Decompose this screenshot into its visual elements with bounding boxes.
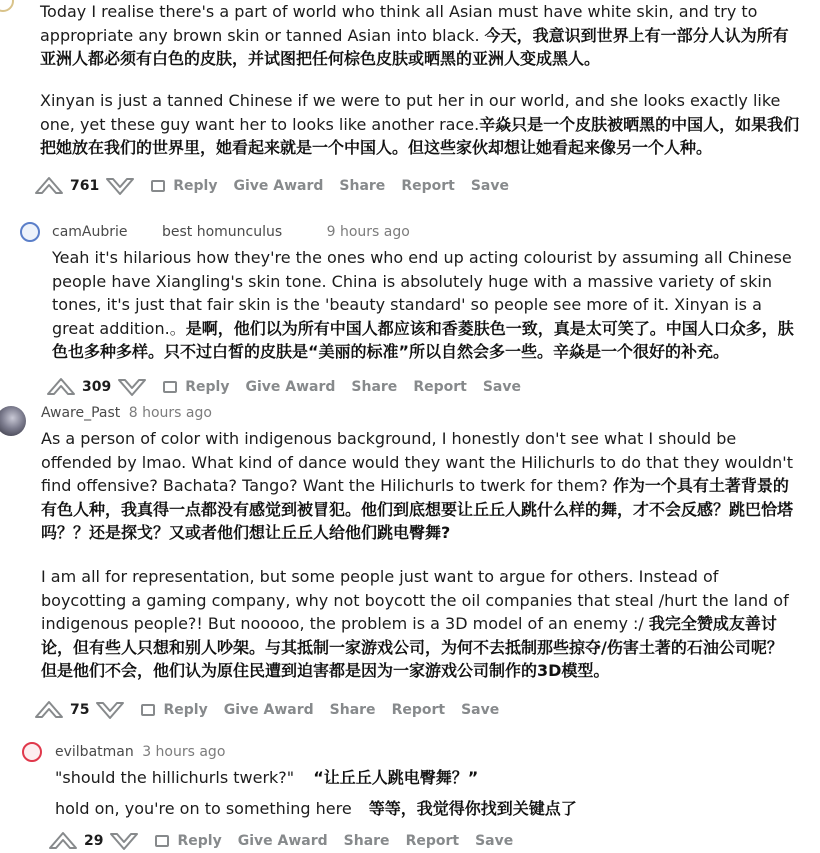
give-award-button[interactable]: Give Award: [245, 379, 336, 395]
save-button[interactable]: Save: [470, 178, 509, 194]
comment-text-en: Today I realise there's a part of world who think all Asian must have white skin, and try to appropriate any brown skin or tanned Asian into black.: [40, 2, 758, 45]
give-award-button[interactable]: Give Award: [233, 178, 324, 194]
avatar[interactable]: [0, 0, 14, 12]
report-button[interactable]: Report: [401, 178, 455, 194]
comment-text-zh: 辛焱只是一个皮肤被晒黑的中国人，如果我们把她放在我们的世界里，她看起来就是一个中国人。但这些家伙却想让她看起来像另一个人种。: [40, 114, 800, 157]
comment-meta: [55, 744, 225, 760]
username-link[interactable]: Aware_Past: [41, 405, 121, 421]
chat-icon: [155, 835, 169, 847]
upvote-icon[interactable]: [46, 377, 76, 397]
save-button[interactable]: Save: [482, 379, 521, 395]
comment-body: [55, 797, 795, 821]
comment-text-en: Yeah it's hilarious how they're the ones who end up acting colourist by assuming all Chinese people have Xiangling's skin tone. China is absolutely huge with a massive variety of skin tones, it's just that fair skin is the 'beauty standard' so people see more of it. Xinyan is a great addition.。: [52, 248, 792, 338]
comment-actions: [34, 698, 499, 722]
save-button[interactable]: Save: [461, 702, 500, 718]
share-button[interactable]: Share: [339, 178, 386, 194]
timestamp[interactable]: 8 hours ago: [128, 405, 212, 421]
avatar[interactable]: [20, 222, 40, 242]
downvote-icon[interactable]: [109, 831, 139, 851]
user-flair: best homunculus: [161, 224, 283, 240]
comment-meta: [52, 224, 410, 240]
upvote-icon[interactable]: [34, 176, 64, 196]
comment-text-zh: 等等，我觉得你找到关键点了: [368, 799, 577, 818]
comment-text-en: I am all for representation, but some people just want to argue for others. Instead of boycotting a gaming company, why not boycott the oil companies that steal /hurt the land of indigenous people?! But nooooo, the problem is a 3D model of an enemy :/: [41, 567, 789, 633]
comment-body: [52, 246, 797, 364]
upvote-icon[interactable]: [34, 700, 64, 720]
comment-actions: [48, 829, 513, 853]
reply-button[interactable]: Reply: [155, 833, 221, 849]
share-button[interactable]: Share: [343, 833, 390, 849]
timestamp[interactable]: 3 hours ago: [142, 744, 226, 760]
chat-icon: [141, 704, 155, 716]
comment-text-en: "should the hillichurls twerk?": [55, 768, 295, 787]
comment-body: [40, 0, 800, 71]
reply-button[interactable]: Reply: [141, 702, 207, 718]
comment-text-en: Xinyan is just a tanned Chinese if we were to put her in our world, and she looks exactly like one, yet these guy want her to looks like another race.: [40, 91, 781, 134]
username-link[interactable]: camAubrie: [52, 224, 128, 240]
chat-icon: [163, 381, 177, 393]
avatar[interactable]: [22, 742, 42, 762]
downvote-icon[interactable]: [117, 377, 147, 397]
username-link[interactable]: evilbatman: [55, 744, 134, 760]
report-button[interactable]: Report: [405, 833, 460, 849]
comment-actions: [46, 375, 521, 399]
report-button[interactable]: Report: [413, 379, 467, 395]
reply-button[interactable]: Reply: [163, 379, 229, 395]
comment-text-en: hold on, you're on to something here: [55, 799, 352, 818]
give-award-button[interactable]: Give Award: [223, 702, 314, 718]
comment-body: [41, 565, 796, 683]
comment-text-zh: 是啊，他们以为所有中国人都应该和香菱肤色一致，真是太可笑了。中国人口众多，肤色也多种多样。只不过白皙的皮肤是“美丽的标准”所以自然会多一些。辛焱是一个很好的补充。: [52, 318, 794, 361]
downvote-icon[interactable]: [95, 700, 125, 720]
reply-button[interactable]: Reply: [151, 178, 217, 194]
comment-body: [55, 766, 795, 790]
comment-body: [41, 427, 796, 545]
share-button[interactable]: Share: [351, 379, 398, 395]
avatar[interactable]: [0, 406, 26, 436]
chat-icon: [151, 180, 165, 192]
comment-text-zh: 我完全赞成友善讨论，但有些人只想和别人吵架。与其抵制一家游戏公司，为何不去抵制那些掠夺/伤害土著的石油公司呢？但是他们不会，他们认为原住民遭到迫害都是因为一家游戏公司制作的3D模型。: [41, 614, 783, 680]
report-button[interactable]: Report: [391, 702, 446, 718]
vote-count: 29: [84, 833, 104, 849]
comment-body: [40, 89, 800, 160]
share-button[interactable]: Share: [329, 702, 376, 718]
vote-count: 309: [82, 379, 112, 395]
vote-count: 761: [70, 178, 100, 194]
comment-meta: [41, 405, 212, 421]
timestamp[interactable]: 9 hours ago: [326, 224, 410, 240]
upvote-icon[interactable]: [48, 831, 78, 851]
vote-count: 75: [70, 702, 90, 718]
comment-actions: [34, 174, 509, 198]
comment-text-zh: 今天，我意识到世界上有一部分人认为所有亚洲人都必须有白色的皮肤，并试图把任何棕色皮肤或晒黑的亚洲人变成黑人。: [40, 25, 789, 68]
save-button[interactable]: Save: [475, 833, 514, 849]
downvote-icon[interactable]: [105, 176, 135, 196]
comment-text-zh: “让丘丘人跳电臀舞？”: [313, 768, 479, 787]
comment-text-zh: 作为一个具有土著背景的有色人种，我真得一点都没有感觉到被冒犯。他们到底想要让丘丘人跳什么样的舞，才不会反感？跳巴恰塔吗？？还是探戈？又或者他们想让丘丘人给他们跳电臀舞?: [41, 476, 794, 542]
give-award-button[interactable]: Give Award: [237, 833, 328, 849]
comment-text-en: As a person of color with indigenous background, I honestly don't see what I should be offended by lmao. What kind of dance would they want the Hilichurls to do that they wouldn't find offensive? Bachata? Tango? Want the Hilichurls to twerk for them?: [41, 429, 793, 495]
